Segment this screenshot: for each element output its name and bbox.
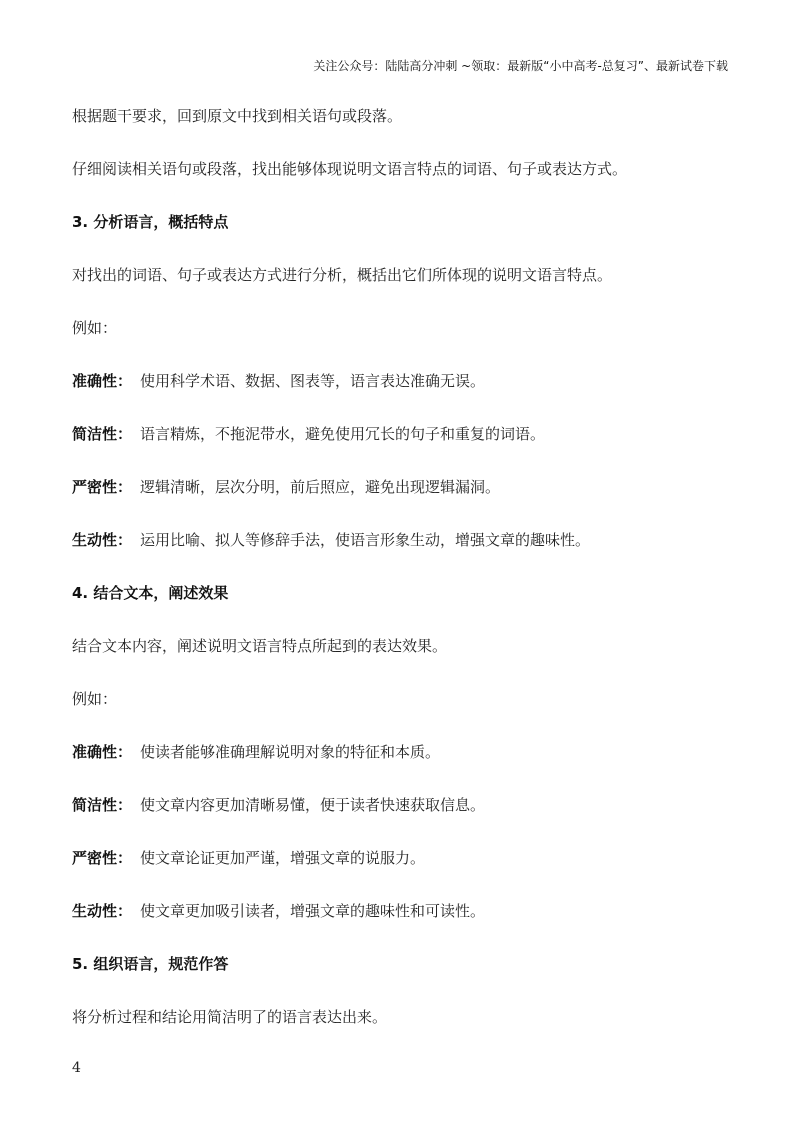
trait-text: 逻辑清晰，层次分明，前后照应，避免出现逻辑漏洞。 <box>140 478 501 496</box>
trait-item <box>72 527 732 553</box>
section-heading: 3. 分析语言，概括特点 <box>72 213 229 231</box>
paragraph: 对找出的词语、句子或表达方式进行分析，概括出它们所体现的说明文语言特点。 <box>72 266 613 284</box>
effect-term: 准确性： <box>72 743 133 761</box>
trait-term: 严密性： <box>72 478 133 496</box>
trait-item <box>72 474 732 500</box>
trait-text: 使用科学术语、数据、图表等，语言表达准确无误。 <box>140 372 486 390</box>
effect-term: 生动性： <box>72 902 133 920</box>
trait-item <box>72 368 732 394</box>
paragraph: 将分析过程和结论用简洁明了的语言表达出来。 <box>72 1008 388 1026</box>
page-number: 4 <box>72 1060 81 1076</box>
effect-item <box>72 898 732 924</box>
section-heading: 4. 结合文本，阐述效果 <box>72 584 229 602</box>
example-label: 例如： <box>72 319 118 337</box>
effect-text: 使读者能够准确理解说明对象的特征和本质。 <box>140 743 441 761</box>
paragraph: 仔细阅读相关语句或段落，找出能够体现说明文语言特点的词语、句子或表达方式。 <box>72 160 628 178</box>
example-label: 例如： <box>72 690 118 708</box>
document-body <box>72 103 732 1057</box>
trait-term: 准确性： <box>72 372 133 390</box>
effect-term: 严密性： <box>72 849 133 867</box>
effect-item <box>72 792 732 818</box>
paragraph: 根据题干要求，回到原文中找到相关语句或段落。 <box>72 107 403 125</box>
effect-text: 使文章论证更加严谨，增强文章的说服力。 <box>140 849 426 867</box>
paragraph: 结合文本内容，阐述说明文语言特点所起到的表达效果。 <box>72 637 448 655</box>
effect-item <box>72 739 732 765</box>
trait-term: 简洁性： <box>72 425 133 443</box>
effect-item <box>72 845 732 871</box>
effect-text: 使文章内容更加清晰易懂，便于读者快速获取信息。 <box>140 796 486 814</box>
trait-text: 运用比喻、拟人等修辞手法，使语言形象生动，增强文章的趣味性。 <box>140 531 591 549</box>
trait-text: 语言精炼，不拖泥带水，避免使用冗长的句子和重复的词语。 <box>140 425 546 443</box>
effect-text: 使文章更加吸引读者，增强文章的趣味性和可读性。 <box>140 902 486 920</box>
section-heading: 5. 组织语言，规范作答 <box>72 955 229 973</box>
page-header: 关注公众号：陆陆高分冲刺 ~领取：最新版“小中高考-总复习”、最新试卷下载 <box>313 59 728 73</box>
trait-item <box>72 421 732 447</box>
trait-term: 生动性： <box>72 531 133 549</box>
effect-term: 简洁性： <box>72 796 133 814</box>
